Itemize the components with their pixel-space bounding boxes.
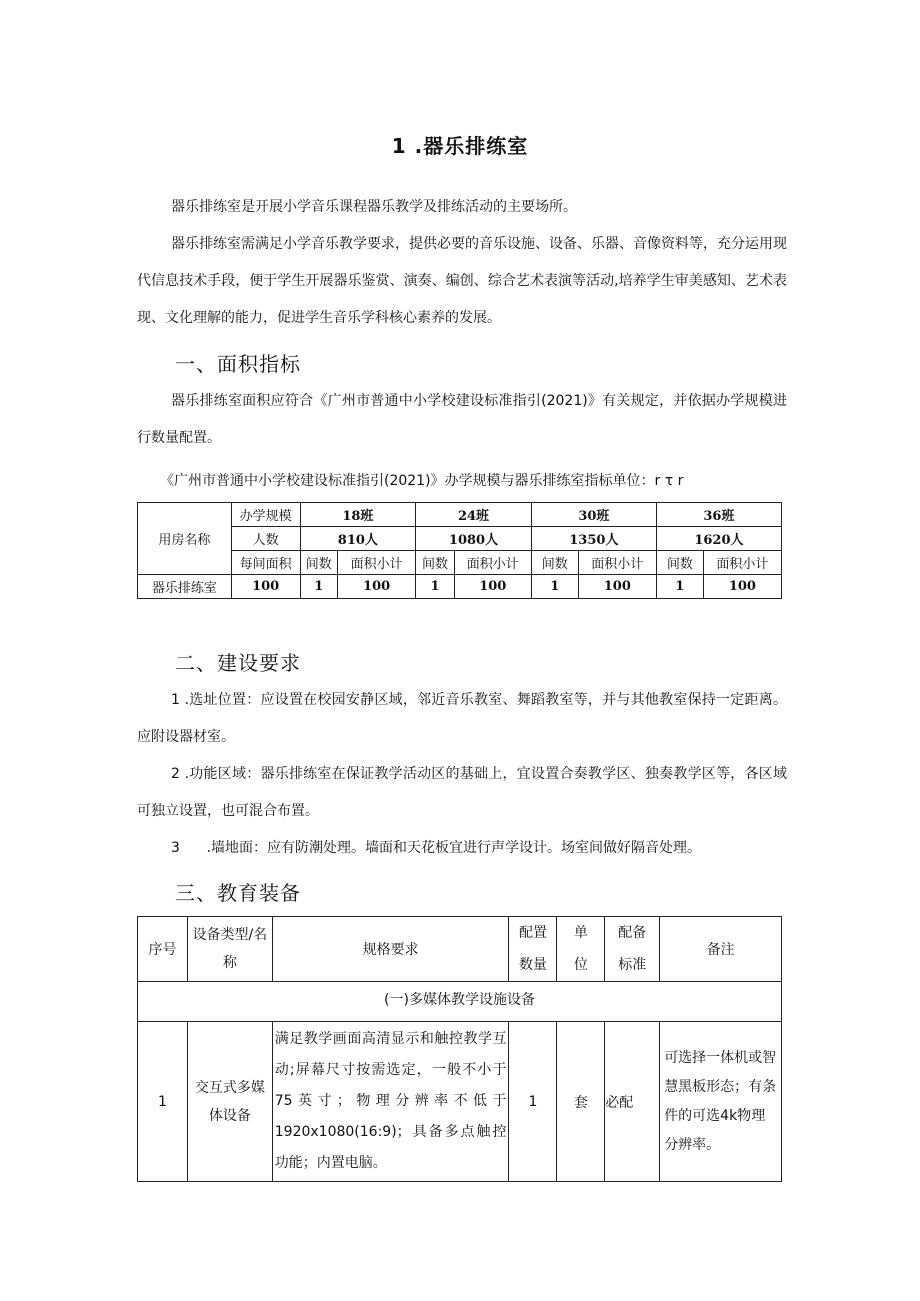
header-unit-line1: 单 — [573, 925, 588, 941]
scale-18: 18班 — [300, 503, 416, 527]
header-std-line2: 标准 — [618, 957, 647, 973]
scale-30: 30班 — [531, 503, 656, 527]
count-30: 1 — [531, 575, 578, 599]
header-std — [605, 917, 660, 982]
count-header: 间数 — [656, 551, 703, 575]
count-24: 1 — [416, 575, 455, 599]
section-heading-equipment: 三、教育装备 — [175, 881, 301, 905]
header-qty-line2: 数量 — [518, 957, 547, 973]
header-type-line1: 设备类型/名 — [192, 927, 268, 943]
header-qty — [509, 917, 557, 982]
section-heading-area: 一、面积指标 — [175, 352, 301, 376]
scale-36: 36班 — [656, 503, 781, 527]
header-spec: 规格要求 — [272, 917, 509, 982]
row-no: 1 — [138, 1022, 188, 1182]
scale-24: 24班 — [416, 503, 532, 527]
table-row — [138, 575, 782, 599]
group-row: (一)多媒体教学设施设备 — [138, 982, 782, 1022]
row-qty: 1 — [509, 1022, 557, 1182]
count-36: 1 — [656, 575, 703, 599]
header-std-line1: 配备 — [618, 925, 647, 941]
header-note: 备注 — [660, 917, 782, 982]
subtotal-24: 100 — [454, 575, 531, 599]
page-title: 1 .器乐排练室 — [391, 134, 529, 158]
requirement-3: 3 .墙地面：应有防潮处理。墙面和天花板宜进行声学设计。场室间做好隔音处理。 — [171, 840, 702, 856]
row-note: 可选择一体机或智慧黑板形态；有条件的可选4k物理分辨率。 — [660, 1022, 782, 1182]
row-unit: 套 — [557, 1022, 605, 1182]
requirement-2: 2 .功能区域：器乐排练室在保证教学活动区的基础上，宜设置合奏教学区、独奏教学区等，各区域可独立设置，也可混合布置。 — [137, 766, 787, 819]
header-unit — [557, 917, 605, 982]
header-unit-line2: 位 — [573, 957, 588, 973]
header-type-line2: 称 — [222, 955, 237, 971]
row-type: 交互式多媒体设备 — [187, 1022, 272, 1182]
subtotal-header: 面积小计 — [703, 551, 781, 575]
count-header: 间数 — [531, 551, 578, 575]
people-30: 1350人 — [531, 527, 656, 551]
equipment-table — [137, 916, 782, 1182]
area-each: 100 — [231, 575, 300, 599]
subtotal-30: 100 — [578, 575, 656, 599]
subtotal-18: 100 — [338, 575, 416, 599]
row-spec: 满足教学画面高清显示和触控教学互动;屏幕尺寸按需选定，一般不小于75英寸；物理分辨率不低于1920x1080(16:9)；具备多点触控功能；内置电脑。 — [272, 1022, 509, 1182]
header-no: 序号 — [138, 917, 188, 982]
people-18: 810人 — [300, 527, 416, 551]
header-qty-line1: 配置 — [518, 925, 547, 941]
room-name: 器乐排练室 — [138, 575, 232, 599]
count-18: 1 — [300, 575, 338, 599]
area-table — [137, 502, 782, 599]
table-caption: 《广州市普通中小学校建设标准指引(2021)》办学规模与器乐排练室指标单位：r τ r — [160, 473, 684, 489]
intro-paragraph-1: 器乐排练室是开展小学音乐课程器乐教学及排练活动的主要场所。 — [171, 199, 577, 215]
area-paragraph: 器乐排练室面积应符合《广州市普通中小学校建设标准指引(2021)》有关规定，并依据办学规模进行数量配置。 — [137, 393, 787, 446]
section-heading-construction: 二、建设要求 — [175, 651, 301, 675]
room-name-header: 用房名称 — [138, 503, 232, 575]
scale-header: 办学规模 — [231, 503, 300, 527]
people-36: 1620人 — [656, 527, 781, 551]
count-header: 间数 — [416, 551, 455, 575]
subtotal-36: 100 — [703, 575, 781, 599]
count-header: 间数 — [300, 551, 338, 575]
intro-paragraph-2: 器乐排练室需满足小学音乐教学要求，提供必要的音乐设施、设备、乐器、音像资料等，充分运用现代信息技术手段，便于学生开展器乐鉴赏、演奏、编创、综合艺术表演等活动,培养学生审美感知、艺术表现、文化理解的能力，促进学生音乐学科核心素养的发展。 — [137, 236, 787, 326]
table-row — [138, 1022, 782, 1182]
people-header: 人数 — [231, 527, 300, 551]
subtotal-header: 面积小计 — [338, 551, 416, 575]
row-std: 必配 — [605, 1022, 660, 1182]
header-type — [187, 917, 272, 982]
requirement-1: 1 .选址位置：应设置在校园安静区域，邻近音乐教室、舞蹈教室等，并与其他教室保持一定距离。应附设器材室。 — [137, 692, 787, 745]
people-24: 1080人 — [416, 527, 532, 551]
subtotal-header: 面积小计 — [454, 551, 531, 575]
subtotal-header: 面积小计 — [578, 551, 656, 575]
area-each-header: 每间面积 — [231, 551, 300, 575]
